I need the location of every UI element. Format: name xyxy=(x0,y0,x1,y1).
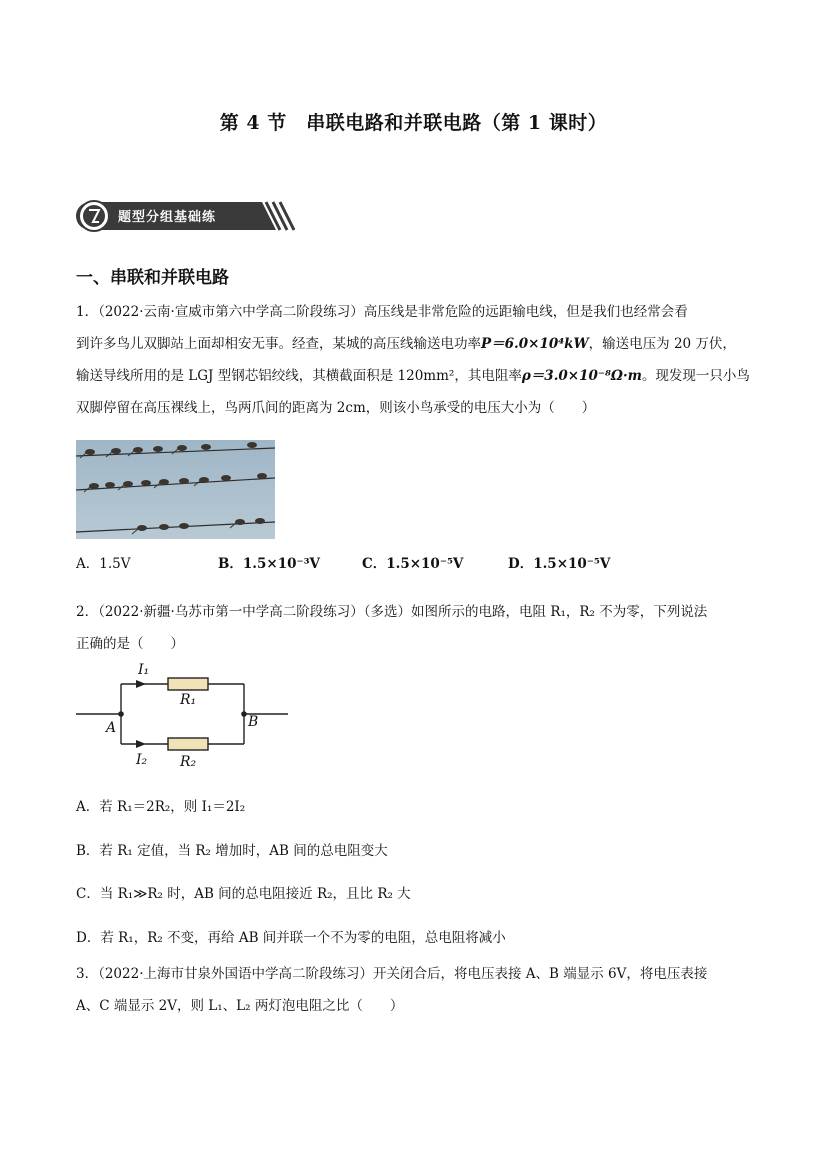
q1-line-1: 1．（2022·云南·宣威市第六中学高二阶段练习）高压线是非常危险的远距输电线，但是我们也经常会看 xyxy=(76,304,688,320)
q1-resistivity-formula: ρ＝3.0×10⁻⁸Ω·m xyxy=(521,368,642,384)
q3-line-1: 3．（2022·上海市甘泉外国语中学高二阶段练习）开关闭合后，将电压表接 A、B 端显示 6V，将电压表接 xyxy=(76,966,708,982)
q2-option-b[interactable]: B．若 R₁ 定值，当 R₂ 增加时，AB 间的总电阻变大 xyxy=(76,843,388,859)
q2-option-d[interactable]: D．若 R₁，R₂ 不变，再给 AB 间并联一个不为零的电阻，总电阻将减小 xyxy=(76,930,506,946)
question-2 xyxy=(76,596,764,660)
q1-line-3: 输送导线所用的是 LGJ 型钢芯铝绞线，其横截面积是 120mm²，其电阻率ρ＝3.0×10⁻⁸Ω·m。现发现一只小鸟 xyxy=(76,368,750,384)
birds-on-wire-photo xyxy=(76,440,275,539)
q2-line-1: 2．（2022·新疆·乌苏市第一中学高二阶段练习）（多选）如图所示的电路，电阻 R₁，R₂ 不为零，下列说法 xyxy=(76,604,708,620)
question-1 xyxy=(76,296,764,424)
q2-option-a[interactable]: A．若 R₁＝2R₂，则 I₁＝2I₂ xyxy=(76,799,246,815)
parallel-circuit-diagram xyxy=(76,664,290,776)
q2-option-c[interactable]: C．当 R₁≫R₂ 时，AB 间的总电阻接近 R₂，且比 R₂ 大 xyxy=(76,886,411,902)
section-heading: 一、串联和并联电路 xyxy=(76,268,229,288)
question-3 xyxy=(76,958,764,1022)
node-a-label: A xyxy=(106,720,117,736)
q1-option-c[interactable]: C．1.5×10⁻⁵V xyxy=(362,556,464,572)
current-i2-label: I₂ xyxy=(136,752,148,768)
node-b-label: B xyxy=(248,714,259,730)
resistor-r2-label: R₂ xyxy=(180,754,197,770)
q2-line-2: 正确的是（ ） xyxy=(76,636,184,652)
section-banner xyxy=(76,198,296,238)
q1-option-a[interactable]: A．1.5V xyxy=(76,556,131,572)
resistor-r1-label: R₁ xyxy=(180,692,197,708)
banner-label: 题型分组基础练 xyxy=(118,210,217,225)
page-title: 第 4 节 串联电路和并联电路（第 1 课时） xyxy=(219,112,608,134)
q1-power-formula: P＝6.0×10⁴kW xyxy=(481,336,589,352)
q1-line-4: 双脚停留在高压裸线上，鸟两爪间的距离为 2cm，则该小鸟承受的电压大小为（ ） xyxy=(76,400,596,416)
q1-line-2: 到许多鸟儿双脚站上面却相安无事。经查，某城的高压线输送电功率P＝6.0×10⁴kW，输送电压为 20 万伏， xyxy=(76,336,736,352)
q1-option-b[interactable]: B．1.5×10⁻³V xyxy=(218,556,321,572)
q3-line-2: A、C 端显示 2V，则 L₁、L₂ 两灯泡电阻之比（ ） xyxy=(76,998,404,1014)
q1-option-d[interactable]: D．1.5×10⁻⁵V xyxy=(508,556,611,572)
current-i1-label: I₁ xyxy=(138,662,150,678)
